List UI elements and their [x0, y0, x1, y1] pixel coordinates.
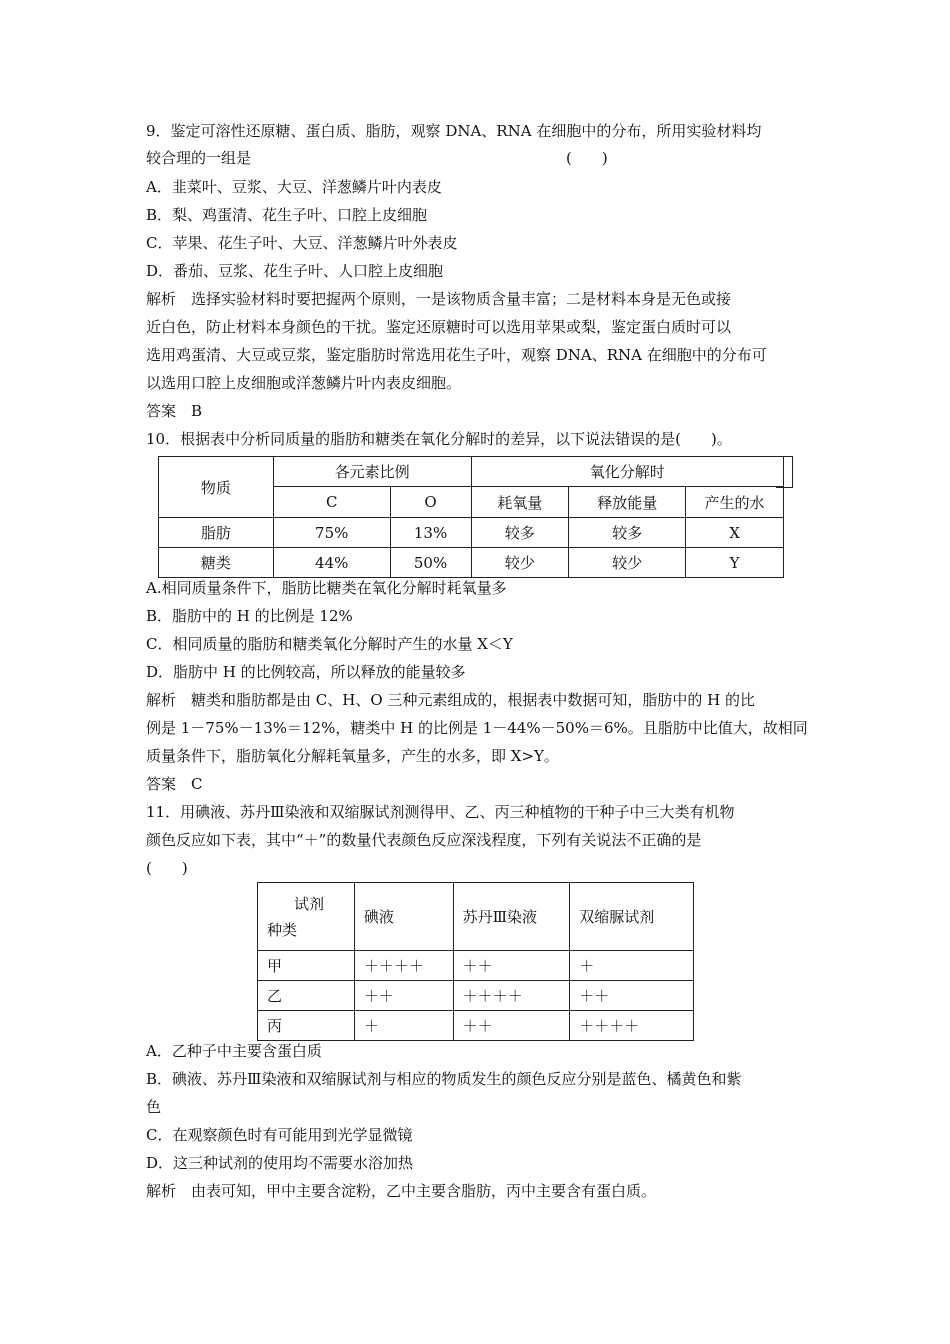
table-cell: 75%	[273, 518, 390, 548]
table-cell: ＋	[570, 951, 694, 981]
q9-option-a: A．韭菜叶、豆浆、大豆、洋葱鳞片叶内表皮	[146, 178, 442, 196]
table-cell: ＋＋	[453, 951, 570, 981]
q11-stem-line3: ( )	[146, 859, 188, 877]
corner-header	[258, 883, 355, 951]
table-cell: ＋＋	[354, 981, 453, 1011]
q9-analysis-line3: 选用鸡蛋清、大豆或豆浆，鉴定脂肪时常选用花生子叶，观察 DNA、RNA 在细胞中的分布可	[146, 346, 767, 364]
table-row	[258, 981, 694, 1011]
q10-stem: 10．根据表中分析同质量的脂肪和糖类在氧化分解时的差异，以下说法错误的是( )。	[146, 430, 732, 448]
table-row	[159, 548, 784, 578]
corner-top: 试剂	[294, 894, 325, 913]
table-row	[258, 1011, 694, 1041]
q10-option-c: C．相同质量的脂肪和糖类氧化分解时产生的水量 X＜Y	[146, 635, 513, 653]
table-cell: 甲	[258, 951, 355, 981]
q11-stem-line2: 颜色反应如下表，其中“＋”的数量代表颜色反应深浅程度，下列有关说法不正确的是	[146, 831, 702, 849]
header-iodine: 碘液	[354, 883, 453, 951]
table-cell: ＋＋	[570, 981, 694, 1011]
table-cell: ＋＋＋＋	[570, 1011, 694, 1041]
q10-option-b: B．脂肪中的 H 的比例是 12%	[146, 607, 353, 625]
subheader-o: O	[390, 487, 471, 518]
table-cell: 较多	[569, 518, 686, 548]
table-cell: ＋＋＋＋	[354, 951, 453, 981]
q11-option-b-cont: 色	[146, 1098, 162, 1116]
q11-table	[257, 882, 694, 1041]
q9-option-d: D．番茄、豆浆、花生子叶、人口腔上皮细胞	[146, 262, 444, 280]
subheader-water: 产生的水	[686, 487, 784, 518]
subheader-energy: 释放能量	[569, 487, 686, 518]
q11-option-d: D．这三种试剂的使用均不需要水浴加热	[146, 1154, 414, 1172]
table-cell: 较少	[471, 548, 569, 578]
q11-option-a: A．乙种子中主要含蛋白质	[146, 1042, 322, 1060]
q9-stem-line2: 较合理的一组是	[146, 149, 252, 167]
table-row	[159, 518, 784, 548]
q10-option-a: A.相同质量条件下，脂肪比糖类在氧化分解时耗氧量多	[146, 579, 507, 597]
header-sudan: 苏丹Ⅲ染液	[453, 883, 570, 951]
table-cell: Y	[686, 548, 784, 578]
q9-answer: 答案 B	[146, 402, 203, 420]
q10-analysis-line1: 解析 糖类和脂肪都是由 C、H、O 三种元素组成的，根据表中数据可知，脂肪中的 H 的比	[146, 691, 756, 709]
table-cell: 脂肪	[159, 518, 274, 548]
table-cell: ＋＋＋＋	[453, 981, 570, 1011]
table-cell: ＋＋	[453, 1011, 570, 1041]
table-cell: 乙	[258, 981, 355, 1011]
subheader-oxygen: 耗氧量	[471, 487, 569, 518]
q9-option-c: C．苹果、花生子叶、大豆、洋葱鳞片叶外表皮	[146, 234, 458, 252]
q11-analysis: 解析 由表可知，甲中主要含淀粉，乙中主要含脂肪，丙中主要含有蛋白质。	[146, 1182, 657, 1200]
table-cell: 50%	[390, 548, 471, 578]
q9-analysis-line4: 以选用口腔上皮细胞或洋葱鳞片叶内表皮细胞。	[146, 374, 462, 392]
table-cell: 丙	[258, 1011, 355, 1041]
q9-option-b: B．梨、鸡蛋清、花生子叶、口腔上皮细胞	[146, 206, 428, 224]
table-row	[258, 951, 694, 981]
corner-bottom: 种类	[267, 920, 298, 939]
q10-analysis-line2: 例是 1－75%－13%＝12%，糖类中 H 的比例是 1－44%－50%＝6%。且脂肪中比值大，故相同	[146, 719, 808, 737]
q9-analysis-line1: 解析 选择实验材料时要把握两个原则，一是该物质含量丰富；二是材料本身是无色或接	[146, 290, 732, 308]
q10-table	[158, 456, 784, 578]
q11-option-b: B．碘液、苏丹Ⅲ染液和双缩脲试剂与相应的物质发生的颜色反应分别是蓝色、橘黄色和紫	[146, 1070, 742, 1088]
header-oxidation: 氧化分解时	[471, 457, 783, 487]
header-substance: 物质	[159, 457, 274, 518]
header-element-ratio: 各元素比例	[273, 457, 471, 487]
q11-stem-line1: 11．用碘液、苏丹Ⅲ染液和双缩脲试剂测得甲、乙、丙三种植物的干种子中三大类有机物	[146, 803, 735, 821]
q9-answer-bracket: ( )	[566, 149, 608, 167]
table-cell: ＋	[354, 1011, 453, 1041]
q11-option-c: C．在观察颜色时有可能用到光学显微镜	[146, 1126, 413, 1144]
header-biuret: 双缩脲试剂	[570, 883, 694, 951]
q9-analysis-line2: 近白色，防止材料本身颜色的干扰。鉴定还原糖时可以选用苹果或梨，鉴定蛋白质时可以	[146, 318, 732, 336]
q10-answer: 答案 C	[146, 775, 203, 793]
table-cell: 糖类	[159, 548, 274, 578]
subheader-c: C	[273, 487, 390, 518]
q10-analysis-line3: 质量条件下，脂肪氧化分解耗氧量多，产生的水多，即 X>Y。	[146, 747, 559, 765]
table-cell: 44%	[273, 548, 390, 578]
q10-option-d: D．脂肪中 H 的比例较高，所以释放的能量较多	[146, 663, 466, 681]
table-cell: 较少	[569, 548, 686, 578]
table-cell: 13%	[390, 518, 471, 548]
table-cell: X	[686, 518, 784, 548]
q9-stem-line1: 9．鉴定可溶性还原糖、蛋白质、脂肪，观察 DNA、RNA 在细胞中的分布，所用实验材料均	[146, 122, 762, 140]
table-cell: 较多	[471, 518, 569, 548]
